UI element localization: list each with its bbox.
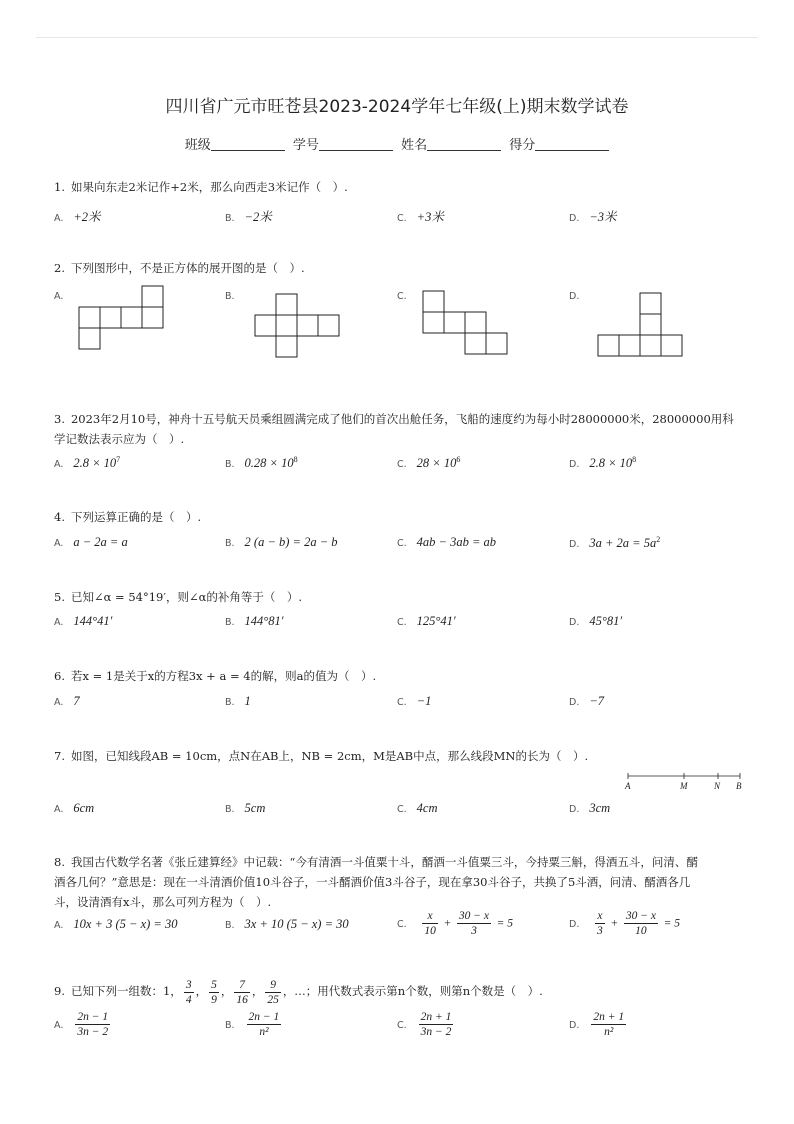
net-square — [79, 328, 100, 349]
question-stem-line-3: 斗，设清酒有x斗，那么可列方程为（ ）. — [54, 895, 272, 909]
question-stem-line-1: 我国古代数学名著《张丘建算经》中记载：“今有清酒一斗值粟十斗，醑酒一斗值粟三斗，今持粟三斛，得酒五斗，问清、醑 — [70, 855, 698, 869]
fraction: $\frac{30 - x}{10}$ — [625, 910, 656, 937]
option-6b[interactable]: B. 1 — [225, 694, 251, 708]
option-4b[interactable]: B. 2 (a − b) = 2a − b — [225, 535, 338, 549]
fraction: $\frac{2n - 1}{\text{n²}}$ — [248, 1011, 280, 1038]
net-square — [465, 333, 486, 354]
option-6c[interactable]: C. −1 — [397, 694, 432, 708]
option-4d[interactable]: D. $3a + 2a = 5a^2$ — [569, 535, 661, 551]
fraction: $\frac{2n - 1}{3n - 2}$ — [77, 1011, 109, 1038]
net-square — [423, 291, 444, 312]
option-8c[interactable]: C. $\frac{x}{10}$ + $\frac{30 - x}{3}$ = 5 — [397, 910, 514, 937]
cube-net-a — [76, 284, 166, 354]
net-square — [486, 333, 507, 354]
sequence-term: $\frac{3}{4}$ — [185, 978, 192, 1006]
cube-net-d — [595, 291, 687, 361]
question-4: 4. 下列运算正确的是（ ）. — [54, 510, 202, 524]
label-n: N — [714, 781, 721, 791]
option-7a[interactable]: A. 6cm — [54, 801, 95, 815]
sequence-term: $\frac{7}{16}$ — [236, 978, 248, 1006]
net-square — [100, 307, 121, 328]
question-stem: 如果向东走2米记作+2米，那么向西走3米记作（ ）. — [70, 180, 348, 194]
net-square — [598, 335, 619, 356]
option-5d[interactable]: D. 45°81′ — [569, 614, 623, 628]
score-label: 得分 — [509, 138, 536, 153]
option-3a[interactable]: A. $2.8 \times 10^7$ — [54, 455, 121, 471]
net-square — [297, 315, 318, 336]
option-2d[interactable]: D. — [569, 291, 580, 302]
cube-net-c — [420, 289, 512, 359]
fraction: $\frac{30 - x}{3}$ — [458, 910, 490, 937]
top-rule — [36, 37, 758, 38]
net-square — [640, 293, 661, 314]
fraction: $\frac{x}{10}$ — [424, 910, 436, 937]
question-stem: 2023年2月10号，神舟十五号航天员乘组圆满完成了他们的首次出舱任务，飞船的速度约为每小时28000000米，28000000用科学记数法表示应为（ ）. — [54, 412, 734, 446]
question-3: 3. 2023年2月10号，神舟十五号航天员乘组圆满完成了他们的首次出舱任务，飞船的速度约为每小时28000000米，28000000用科学记数法表示应为（ ）. — [54, 412, 734, 446]
net-square — [444, 312, 465, 333]
net-square — [142, 286, 163, 307]
question-stem-line-2: 酒各几何？”意思是：现在一斗清酒价值10斗谷子，一斗醑酒价值3斗谷子，现在拿30斗谷子，共换了5斗酒，问清、醑酒各几 — [54, 875, 691, 889]
option-5a[interactable]: A. 144°41′ — [54, 614, 113, 628]
fraction: $\frac{2n + 1}{3n - 2}$ — [420, 1011, 452, 1038]
sequence-term: $\frac{5}{9}$ — [211, 978, 217, 1006]
net-square — [255, 315, 276, 336]
question-7: 7. 如图，已知线段AB = 10cm，点N在AB上，NB = 2cm，M是AB中点，那么线段MN的长为（ ）. — [54, 749, 589, 763]
option-9a[interactable]: A. $\frac{2n - 1}{3n - 2}$ — [54, 1011, 109, 1038]
net-square — [276, 315, 297, 336]
option-1d[interactable]: D. −3米 — [569, 210, 617, 224]
question-stem: 如图，已知线段AB = 10cm，点N在AB上，NB = 2cm，M是AB中点，那么线段MN的长为（ ）. — [70, 749, 589, 763]
fraction: $\frac{x}{3}$ — [597, 910, 603, 937]
net-square — [276, 294, 297, 315]
net-square — [661, 335, 682, 356]
net-square — [121, 307, 142, 328]
score-field[interactable] — [535, 138, 609, 151]
question-2: 2. 下列图形中，不是正方体的展开图的是（ ）. — [54, 261, 305, 275]
question-stem: 下列图形中，不是正方体的展开图的是（ ）. — [70, 261, 305, 275]
option-2b[interactable]: B. — [225, 291, 235, 302]
question-9: 9. 已知下列一组数：1， $\frac{3}{4}$ ， $\frac{5}{9}$ ， $\frac{7}{16}$ ， $\frac{9}{25}$ ，…；用代数式表示第n个数，则第n个数是（ ）. — [54, 978, 543, 1006]
student-id-label: 学号 — [292, 138, 319, 153]
option-8b[interactable]: B. 3x + 10 (5 − x) = 30 — [225, 917, 349, 931]
question-stem: 下列运算正确的是（ ）. — [70, 510, 202, 524]
option-4a[interactable]: A. a − 2a = a — [54, 535, 128, 549]
net-square — [465, 312, 486, 333]
sequence-term: $\frac{9}{25}$ — [267, 978, 279, 1006]
label-m: M — [680, 781, 688, 791]
net-square — [619, 335, 640, 356]
question-8: 8. 我国古代数学名著《张丘建算经》中记载：“今有清酒一斗值粟十斗，醑酒一斗值粟三斗，今持粟三斛，得酒五斗，问清、醑 酒各几何？”意思是：现在一斗清酒价值10斗谷子，一斗醑酒价值3斗谷子，现在拿30斗谷子，共换了5斗酒，问清、醑酒各几 斗，设清酒有x斗，那么可列方程为（ ）. — [54, 852, 744, 912]
name-field[interactable] — [427, 138, 501, 151]
option-9c[interactable]: C. $\frac{2n + 1}{3n - 2}$ — [397, 1011, 452, 1038]
option-6a[interactable]: A. 7 — [54, 694, 80, 708]
option-7c[interactable]: C. 4cm — [397, 801, 438, 815]
page-title: 四川省广元市旺苍县2023-2024学年七年级(上)期末数学试卷 — [165, 97, 629, 117]
option-9d[interactable]: D. $\frac{2n + 1}{\text{n²}}$ — [569, 1011, 625, 1038]
class-field[interactable] — [211, 138, 285, 151]
class-label: 班级 — [184, 138, 211, 153]
option-1b[interactable]: B. −2米 — [225, 210, 272, 224]
net-square — [79, 307, 100, 328]
net-square — [142, 307, 163, 328]
option-7d[interactable]: D. 3cm — [569, 801, 611, 815]
question-stem: 已知∠α = 54°19′，则∠α的补角等于（ ）. — [70, 590, 303, 604]
net-square — [276, 336, 297, 357]
option-9b[interactable]: B. $\frac{2n - 1}{\text{n²}}$ — [225, 1011, 280, 1038]
net-square — [318, 315, 339, 336]
question-5: 5. 已知∠α = 54°19′，则∠α的补角等于（ ）. — [54, 590, 303, 604]
option-6d[interactable]: D. −7 — [569, 694, 605, 708]
label-b: B — [736, 781, 742, 791]
option-5b[interactable]: B. 144°81′ — [225, 614, 284, 628]
option-7b[interactable]: B. 5cm — [225, 801, 266, 815]
option-3d[interactable]: D. $2.8 \times 10^8$ — [569, 455, 637, 471]
option-8a[interactable]: A. 10x + 3 (5 − x) = 30 — [54, 917, 178, 931]
option-5c[interactable]: C. 125°41′ — [397, 614, 456, 628]
option-4c[interactable]: C. 4ab − 3ab = ab — [397, 535, 497, 549]
segment-figure — [620, 770, 746, 792]
option-3b[interactable]: B. $0.28 \times 10^8$ — [225, 455, 298, 471]
student-info-row — [0, 134, 794, 153]
question-6: 6. 若x = 1是关于x的方程3x + a = 4的解，则a的值为（ ）. — [54, 669, 377, 683]
option-1c[interactable]: C. +3米 — [397, 210, 444, 224]
question-1: 1. 如果向东走2米记作+2米，那么向西走3米记作（ ）. — [54, 180, 348, 194]
fraction: $\frac{2n + 1}{\text{n²}}$ — [593, 1011, 625, 1038]
net-square — [423, 312, 444, 333]
name-label: 姓名 — [401, 138, 428, 153]
option-3c[interactable]: C. $28 \times 10^6$ — [397, 455, 461, 471]
option-8d[interactable]: D. $\frac{x}{3}$ + $\frac{30 - x}{10}$ = 5 — [569, 910, 680, 937]
net-square — [640, 314, 661, 335]
option-1a[interactable]: A. +2米 — [54, 210, 101, 224]
option-2c[interactable]: C. — [397, 291, 407, 302]
option-2a[interactable]: A. — [54, 291, 64, 302]
question-stem: 若x = 1是关于x的方程3x + a = 4的解，则a的值为（ ）. — [70, 669, 377, 683]
cube-net-b — [252, 292, 344, 362]
student-id-field[interactable] — [319, 138, 393, 151]
net-square — [640, 335, 661, 356]
label-a: A — [625, 781, 631, 791]
